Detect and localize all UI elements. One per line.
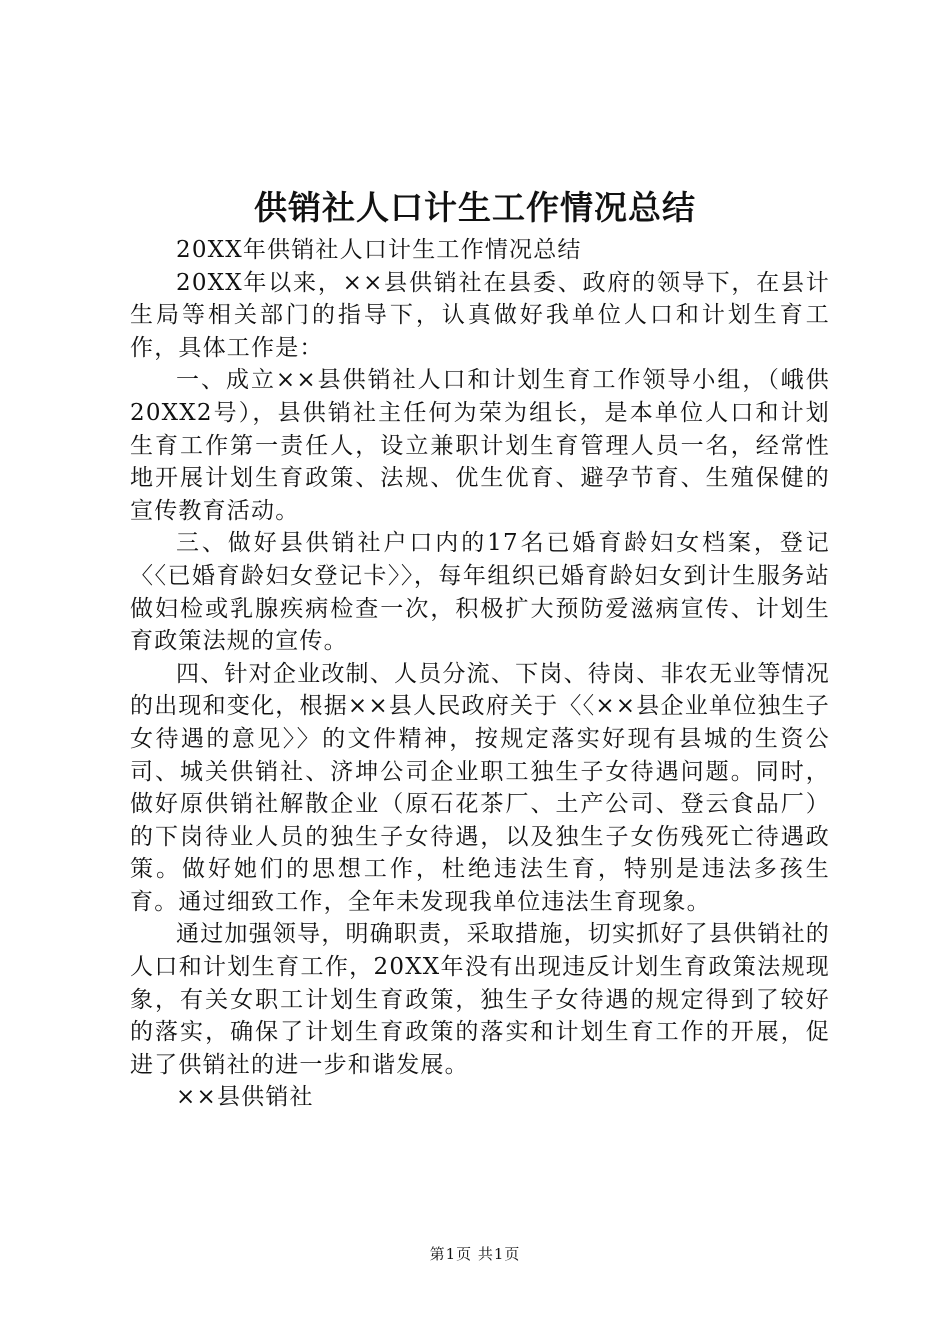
document-title: 供销社人口计生工作情况总结	[254, 188, 696, 227]
document-body	[130, 234, 830, 1114]
paragraph-intro: 20XX年以来，××县供销社在县委、政府的领导下，在县计生局等相关部门的指导下，认真做好我单位人口和计划生育工作，具体工作是：	[130, 269, 830, 361]
paragraph-section-three: 三、做好县供销社户口内的17名已婚育龄妇女档案，登记〈〈已婚育龄妇女登记卡〉〉，每年组织已婚育龄妇女到计生服务站做妇检或乳腺疾病检查一次，积极扩大预防爱滋病宣传、计划生育政策法规的宣传。	[130, 530, 830, 655]
paragraph-section-four: 四、针对企业改制、人员分流、下岗、待岗、非农无业等情况的出现和变化，根据××县人民政府关于〈〈××县企业单位独生子女待遇的意见〉〉的文件精神，按规定落实好现有县城的生资公司、城关供销社、济坤公司企业职工独生子女待遇问题。同时，做好原供销社解散企业（原石花茶厂、土产公司、登云食品厂）的下岗待业人员的独生子女待遇，以及独生子女伤残死亡待遇政策。做好她们的思想工作，杜绝违法生育，特别是违法多孩生育。通过细致工作，全年未发现我单位违法生育现象。	[130, 660, 830, 915]
paragraph-conclusion: 通过加强领导，明确职责，采取措施，切实抓好了县供销社的人口和计划生育工作，20XX年没有出现违反计划生育政策法规现象，有关女职工计划生育政策，独生子女待遇的规定得到了较好的落实，确保了计划生育政策的落实和计划生育工作的开展，促进了供销社的进一步和谐发展。	[130, 921, 830, 1078]
page-footer: 第1页 共1页	[429, 1245, 521, 1263]
paragraph-subtitle: 20XX年供销社人口计生工作情况总结	[176, 237, 582, 263]
paragraph-section-one: 一、成立××县供销社人口和计划生育工作领导小组，（峨供20XX2号），县供销社主任何为荣为组长，是本单位人口和计划生育工作第一责任人，设立兼职计划生育管理人员一名，经常性地开展计划生育政策、法规、优生优育、避孕节育、生殖保健的宣传教育活动。	[130, 367, 830, 524]
paragraph-signature: ××县供销社	[176, 1084, 314, 1111]
